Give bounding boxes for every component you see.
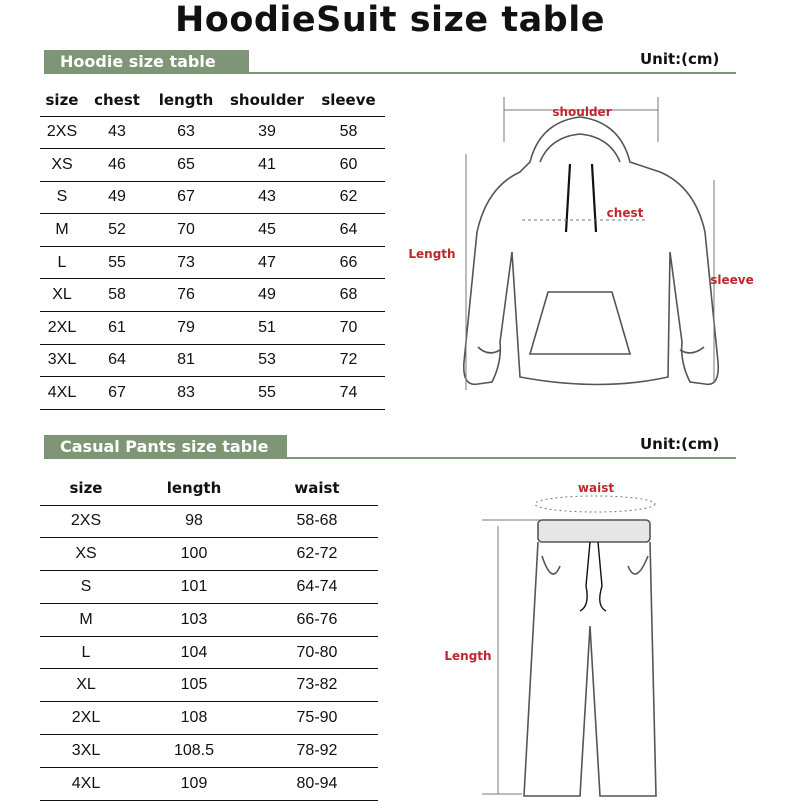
hoodie-cell-size: L — [40, 246, 84, 279]
pants-cell-length: 109 — [132, 767, 256, 800]
sleeve-label: sleeve — [710, 273, 754, 287]
pants-cell-size: 3XL — [40, 735, 132, 768]
pants-cell-waist: 70-80 — [256, 636, 378, 669]
hoodie-cell-sleeve: 58 — [312, 116, 385, 149]
hoodie-table-row — [40, 246, 385, 279]
pants-cell-waist: 64-74 — [256, 571, 378, 604]
pants-header-waist: waist — [256, 472, 378, 505]
hoodie-outline-icon — [464, 117, 718, 385]
pants-cell-length: 108.5 — [132, 735, 256, 768]
pants-cell-size: 4XL — [40, 767, 132, 800]
hoodie-cell-size: S — [40, 181, 84, 214]
hoodie-cell-length: 73 — [150, 246, 222, 279]
hoodie-cell-sleeve: 74 — [312, 377, 385, 410]
hoodie-header-sleeve: sleeve — [312, 84, 385, 116]
pants-cell-size: 2XL — [40, 702, 132, 735]
pants-cell-length: 98 — [132, 505, 256, 538]
hoodie-cell-shoulder: 41 — [222, 149, 312, 182]
hoodie-section-label: Hoodie size table — [44, 50, 249, 74]
hoodie-table-row — [40, 181, 385, 214]
pants-cell-size: 2XS — [40, 505, 132, 538]
pants-diagram — [430, 476, 730, 798]
pants-cell-waist: 80-94 — [256, 767, 378, 800]
pants-cell-waist: 62-72 — [256, 538, 378, 571]
pants-cell-length: 108 — [132, 702, 256, 735]
hoodie-cell-shoulder: 39 — [222, 116, 312, 149]
pants-cell-waist: 78-92 — [256, 735, 378, 768]
hoodie-cell-shoulder: 53 — [222, 344, 312, 377]
hoodie-section-rule — [44, 72, 736, 74]
waist-measure-icon — [535, 496, 655, 512]
hoodie-cell-chest: 52 — [84, 214, 150, 247]
pants-cell-size: XL — [40, 669, 132, 702]
hoodie-cell-length: 83 — [150, 377, 222, 410]
shoulder-label: shoulder — [552, 105, 612, 119]
pants-cell-size: L — [40, 636, 132, 669]
pants-cell-length: 103 — [132, 603, 256, 636]
hoodie-cell-length: 76 — [150, 279, 222, 312]
hoodie-table-row — [40, 279, 385, 312]
hoodie-cell-size: XL — [40, 279, 84, 312]
pants-outline-icon — [524, 520, 656, 796]
hoodie-header-length: length — [150, 84, 222, 116]
measure-lines — [466, 97, 714, 390]
pants-header-row — [40, 472, 378, 505]
hoodie-cell-shoulder: 47 — [222, 246, 312, 279]
hoodie-table-row — [40, 149, 385, 182]
pants-table-row — [40, 735, 378, 768]
pants-cell-length: 104 — [132, 636, 256, 669]
hoodie-table-row — [40, 214, 385, 247]
hoodie-header-shoulder: shoulder — [222, 84, 312, 116]
pants-cell-length: 100 — [132, 538, 256, 571]
page-title: HoodieSuit size table — [175, 0, 605, 40]
hoodie-cell-sleeve: 72 — [312, 344, 385, 377]
hoodie-table-row — [40, 344, 385, 377]
pants-cell-waist: 66-76 — [256, 603, 378, 636]
hoodie-cell-sleeve: 60 — [312, 149, 385, 182]
hoodie-cell-chest: 64 — [84, 344, 150, 377]
hoodie-header-row — [40, 84, 385, 116]
hoodie-cell-length: 63 — [150, 116, 222, 149]
hoodie-cell-shoulder: 55 — [222, 377, 312, 410]
chest-label: chest — [606, 206, 644, 220]
pants-section-rule — [44, 457, 736, 459]
pants-table-row — [40, 505, 378, 538]
hoodie-cell-shoulder: 45 — [222, 214, 312, 247]
hoodie-cell-sleeve: 62 — [312, 181, 385, 214]
pants-section-label: Casual Pants size table — [44, 435, 287, 459]
hoodie-cell-length: 67 — [150, 181, 222, 214]
hoodie-cell-length: 81 — [150, 344, 222, 377]
pants-cell-length: 105 — [132, 669, 256, 702]
pants-cell-waist: 73-82 — [256, 669, 378, 702]
hoodie-table-row — [40, 312, 385, 345]
hoodie-cell-length: 65 — [150, 149, 222, 182]
pants-cell-size: S — [40, 571, 132, 604]
hoodie-cell-shoulder: 43 — [222, 181, 312, 214]
hoodie-cell-size: 4XL — [40, 377, 84, 410]
pants-header-length: length — [132, 472, 256, 505]
hoodie-cell-shoulder: 51 — [222, 312, 312, 345]
hoodie-header-chest: chest — [84, 84, 150, 116]
hoodie-cell-sleeve: 70 — [312, 312, 385, 345]
hoodie-cell-size: 2XS — [40, 116, 84, 149]
hoodie-cell-chest: 67 — [84, 377, 150, 410]
hoodie-cell-size: XS — [40, 149, 84, 182]
hoodie-cell-size: M — [40, 214, 84, 247]
hoodie-size-table — [40, 84, 385, 410]
pants-cell-length: 101 — [132, 571, 256, 604]
hoodie-table-row — [40, 377, 385, 410]
hoodie-cell-chest: 55 — [84, 246, 150, 279]
pants-size-table — [40, 472, 378, 801]
waist-label: waist — [577, 481, 615, 495]
hoodie-cell-size: 2XL — [40, 312, 84, 345]
hoodie-cell-sleeve: 64 — [312, 214, 385, 247]
pants-table-row — [40, 767, 378, 800]
hoodie-cell-length: 79 — [150, 312, 222, 345]
pants-cell-waist: 75-90 — [256, 702, 378, 735]
hoodie-cell-sleeve: 68 — [312, 279, 385, 312]
hoodie-table-row — [40, 116, 385, 149]
pants-cell-waist: 58-68 — [256, 505, 378, 538]
hoodie-cell-chest: 46 — [84, 149, 150, 182]
pants-table-row — [40, 636, 378, 669]
hoodie-cell-sleeve: 66 — [312, 246, 385, 279]
hoodie-cell-length: 70 — [150, 214, 222, 247]
pants-table-row — [40, 571, 378, 604]
hoodie-length-label: Length — [408, 247, 456, 261]
hoodie-unit: Unit:(cm) — [640, 50, 720, 68]
pants-table-row — [40, 538, 378, 571]
hoodie-header-size: size — [40, 84, 84, 116]
hoodie-cell-chest: 49 — [84, 181, 150, 214]
hoodie-diagram — [400, 92, 780, 402]
hoodie-cell-size: 3XL — [40, 344, 84, 377]
hoodie-cell-chest: 43 — [84, 116, 150, 149]
hoodie-cell-chest: 58 — [84, 279, 150, 312]
hoodie-cell-chest: 61 — [84, 312, 150, 345]
hoodie-cell-shoulder: 49 — [222, 279, 312, 312]
drawstring-icon — [566, 164, 596, 232]
pants-table-row — [40, 702, 378, 735]
pants-table-row — [40, 669, 378, 702]
pants-cell-size: XS — [40, 538, 132, 571]
pants-cell-size: M — [40, 603, 132, 636]
pants-table-row — [40, 603, 378, 636]
pants-length-label: Length — [444, 649, 492, 663]
pants-drawstring-icon — [580, 542, 606, 611]
pants-unit: Unit:(cm) — [640, 435, 720, 453]
pants-header-size: size — [40, 472, 132, 505]
